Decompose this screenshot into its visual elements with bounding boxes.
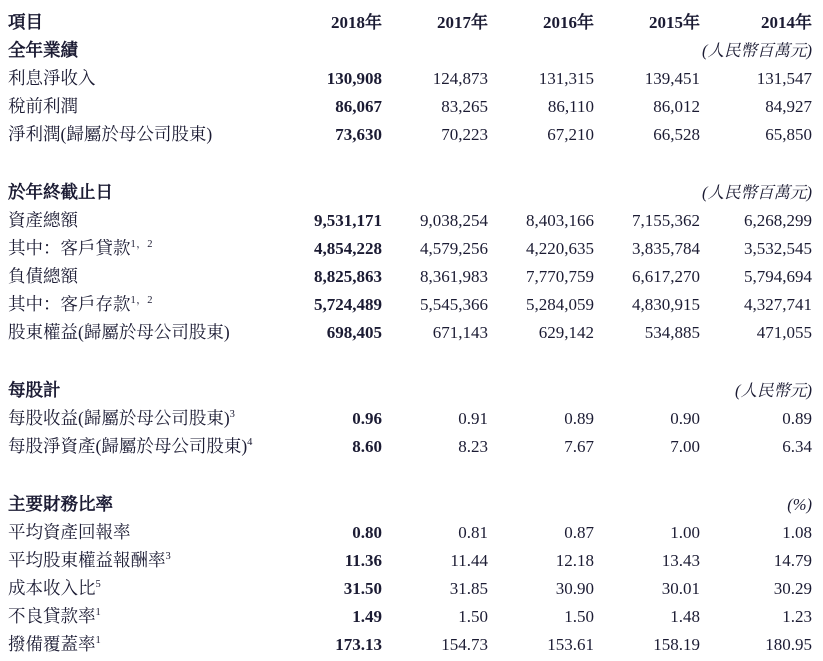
row-label	[8, 546, 296, 574]
table-row-shareholders-equity	[8, 318, 812, 346]
value-2016: 131,315	[538, 69, 594, 88]
row-label-text: 利息淨收入	[8, 68, 96, 88]
row-label-text: 平均資產回報率	[8, 522, 131, 542]
table-row-total-assets	[8, 206, 812, 234]
table-row-earnings-per-share	[8, 404, 812, 432]
value-2017: 8.23	[458, 437, 488, 456]
year-header-2015: 2015年	[649, 13, 700, 32]
value-2014: 3,532,545	[744, 239, 812, 258]
value-2015: 7,155,362	[632, 211, 700, 230]
year-header-2017: 2017年	[437, 13, 488, 32]
value-2017: 1.50	[458, 607, 488, 626]
value-2016: 12.18	[555, 551, 594, 570]
section-header-per-share	[8, 376, 812, 404]
value-2018: 9,531,171	[314, 211, 382, 230]
value-2014: 131,547	[756, 69, 812, 88]
table-row-provision-coverage-ratio	[8, 630, 812, 658]
value-2014: 180.95	[765, 635, 812, 654]
value-2017: 5,545,366	[420, 295, 488, 314]
value-2018: 130,908	[326, 69, 382, 88]
value-2015: 4,830,915	[632, 295, 700, 314]
row-label-text: 股東權益(歸屬於母公司股東)	[8, 322, 230, 342]
value-2014: 5,794,694	[744, 267, 812, 286]
value-2016: 0.87	[564, 523, 594, 542]
row-label	[8, 518, 296, 546]
value-2017: 124,873	[432, 69, 488, 88]
value-2015: 534,885	[644, 323, 700, 342]
value-2014: 6.34	[782, 437, 812, 456]
row-label-text: 淨利潤(歸屬於母公司股東)	[8, 124, 213, 144]
row-label	[8, 404, 296, 432]
value-2016: 629,142	[538, 323, 594, 342]
row-label	[8, 64, 296, 92]
value-2016: 1.50	[564, 607, 594, 626]
row-label-text: 其中：客戶貸款	[8, 238, 131, 258]
row-label-text: 其中：客戶存款	[8, 294, 131, 314]
table-row-customer-deposits	[8, 290, 812, 318]
value-2018: 1.49	[352, 607, 382, 626]
value-2017: 8,361,983	[420, 267, 488, 286]
section-header-full-year-results	[8, 36, 812, 64]
value-2014: 471,055	[756, 323, 812, 342]
value-2018: 31.50	[343, 579, 382, 598]
value-2015: 6,617,270	[632, 267, 700, 286]
footnote-sup: 1，2	[130, 239, 153, 251]
value-2016: 67,210	[547, 125, 594, 144]
value-2014: 4,327,741	[744, 295, 812, 314]
value-2014: 65,850	[765, 125, 812, 144]
year-header-2018: 2018年	[331, 13, 382, 32]
year-header-2014: 2014年	[761, 13, 812, 32]
value-2015: 139,451	[644, 69, 700, 88]
value-2017: 4,579,256	[420, 239, 488, 258]
footnote-sup: 5	[95, 579, 102, 591]
value-2017: 70,223	[441, 125, 488, 144]
value-2014: 6,268,299	[744, 211, 812, 230]
value-2014: 0.89	[782, 409, 812, 428]
value-2018: 4,854,228	[314, 239, 382, 258]
section-header-at-year-end	[8, 178, 812, 206]
value-2014: 1.23	[782, 607, 812, 626]
value-2016: 153.61	[547, 635, 594, 654]
section-title: 全年業績	[8, 40, 78, 60]
row-label	[8, 262, 296, 290]
table-row-return-on-average-equity	[8, 546, 812, 574]
table-row-return-on-average-assets	[8, 518, 812, 546]
row-label	[8, 574, 296, 602]
value-2018: 8,825,863	[314, 267, 382, 286]
value-2018: 698,405	[326, 323, 382, 342]
row-label	[8, 432, 296, 460]
value-2018: 0.96	[352, 409, 382, 428]
value-2014: 1.08	[782, 523, 812, 542]
row-label-text: 每股淨資產(歸屬於母公司股東)	[8, 436, 248, 456]
value-2017: 0.81	[458, 523, 488, 542]
value-2015: 1.48	[670, 607, 700, 626]
section-title: 主要財務比率	[8, 494, 113, 514]
value-2015: 86,012	[653, 97, 700, 116]
section-title: 每股計	[8, 380, 61, 400]
table-row-cost-to-income-ratio	[8, 574, 812, 602]
footnote-sup: 1，2	[130, 295, 153, 307]
value-2014: 84,927	[765, 97, 812, 116]
table-row-total-liabilities	[8, 262, 812, 290]
year-header-2016: 2016年	[543, 13, 594, 32]
value-2015: 1.00	[670, 523, 700, 542]
footnote-sup: 4	[247, 437, 253, 449]
value-2018: 86,067	[335, 97, 382, 116]
row-label	[8, 630, 296, 658]
value-2016: 86,110	[547, 97, 594, 116]
row-label	[8, 206, 296, 234]
row-label	[8, 318, 296, 346]
value-2016: 7,770,759	[526, 267, 594, 286]
table-row-net-assets-per-share	[8, 432, 812, 460]
row-label	[8, 602, 296, 630]
row-label-text: 撥備覆蓋率	[8, 634, 96, 654]
row-label-text: 不良貸款率	[8, 606, 96, 626]
value-2017: 154.73	[441, 635, 488, 654]
value-2018: 0.80	[352, 523, 382, 542]
value-2015: 3,835,784	[632, 239, 700, 258]
value-2017: 0.91	[458, 409, 488, 428]
value-2015: 30.01	[661, 579, 700, 598]
value-2015: 0.90	[670, 409, 700, 428]
row-label	[8, 92, 296, 120]
value-2016: 30.90	[555, 579, 594, 598]
section-unit: (%)	[787, 495, 812, 514]
value-2016: 5,284,059	[526, 295, 594, 314]
value-2015: 13.43	[661, 551, 700, 570]
column-header-row	[8, 8, 812, 36]
footnote-sup: 3	[165, 551, 172, 563]
row-label	[8, 290, 296, 318]
row-label-text: 每股收益(歸屬於母公司股東)	[8, 408, 230, 428]
footnote-sup: 1	[95, 607, 102, 619]
section-unit: (人民幣百萬元)	[702, 41, 812, 60]
value-2018: 173.13	[335, 635, 382, 654]
value-2015: 158.19	[653, 635, 700, 654]
row-label	[8, 234, 296, 262]
row-label-text: 平均股東權益報酬率	[8, 550, 166, 570]
value-2017: 9,038,254	[420, 211, 488, 230]
value-2016: 4,220,635	[526, 239, 594, 258]
value-2016: 7.67	[564, 437, 594, 456]
value-2016: 8,403,166	[526, 211, 594, 230]
row-label-text: 資產總額	[8, 210, 78, 230]
footnote-sup: 3	[229, 409, 236, 421]
row-label-text: 成本收入比	[8, 578, 96, 598]
value-2014: 30.29	[773, 579, 812, 598]
section-unit: (人民幣元)	[735, 381, 812, 400]
value-2017: 11.44	[450, 551, 488, 570]
row-label-text: 負債總額	[8, 266, 78, 286]
value-2018: 11.36	[344, 551, 382, 570]
table-row-net-profit	[8, 120, 812, 148]
value-2014: 14.79	[773, 551, 812, 570]
table-row-customer-loans	[8, 234, 812, 262]
value-2016: 0.89	[564, 409, 594, 428]
section-unit: (人民幣百萬元)	[702, 183, 812, 202]
table-row-net-interest-income	[8, 64, 812, 92]
value-2015: 66,528	[653, 125, 700, 144]
value-2018: 73,630	[335, 125, 382, 144]
section-header-key-ratios	[8, 490, 812, 518]
item-column-header: 項目	[8, 12, 43, 32]
row-label-text: 稅前利潤	[8, 96, 78, 116]
value-2018: 8.60	[352, 437, 382, 456]
footnote-sup: 1	[95, 635, 102, 647]
value-2018: 5,724,489	[314, 295, 382, 314]
table-row-profit-before-tax	[8, 92, 812, 120]
value-2017: 31.85	[449, 579, 488, 598]
value-2015: 7.00	[670, 437, 700, 456]
row-label	[8, 120, 296, 148]
section-title: 於年終截止日	[8, 182, 113, 202]
table-row-npl-ratio	[8, 602, 812, 630]
value-2017: 671,143	[432, 323, 488, 342]
value-2017: 83,265	[441, 97, 488, 116]
